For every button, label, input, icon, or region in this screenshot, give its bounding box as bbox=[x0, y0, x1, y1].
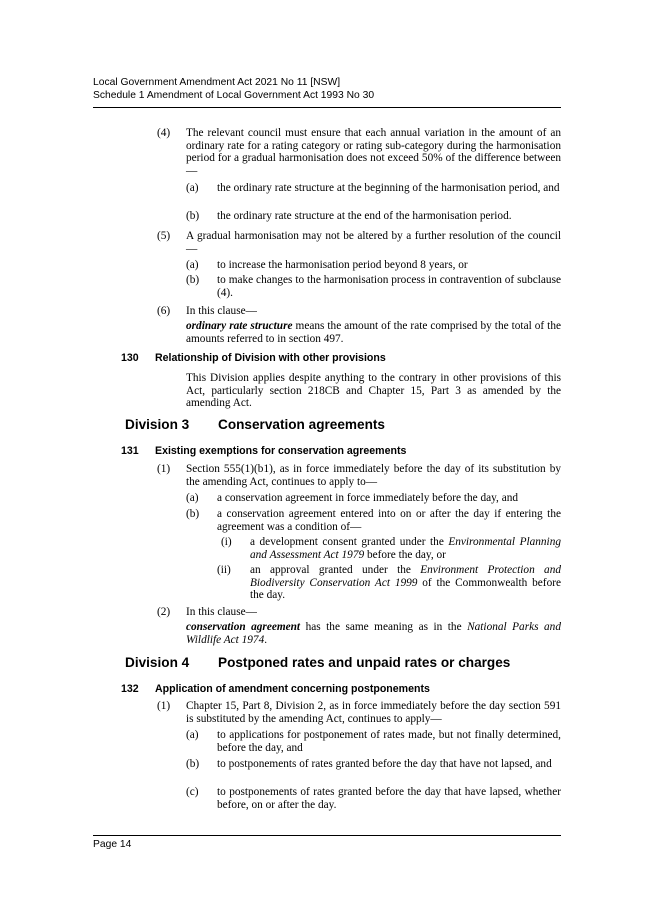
paragraph-number: (a) bbox=[186, 182, 199, 194]
definition bbox=[186, 320, 561, 345]
subclause-number: (6) bbox=[157, 305, 171, 317]
subclause-text: The relevant council must ensure that each annual variation in the amount of an ordinary rate for a rating category or rating sub-category during the harmonisation period for a gradual harmonisation does not exceed 50% of the difference between— bbox=[186, 127, 561, 177]
subclause-text: A gradual harmonisation may not be altered by a further resolution of the council— bbox=[186, 230, 561, 255]
header-act-title: Local Government Amendment Act 2021 No 11 [NSW] bbox=[93, 77, 341, 88]
division-number: Division 3 bbox=[125, 417, 190, 432]
paragraph-text: a conservation agreement in force immediately before the day, and bbox=[217, 492, 519, 504]
paragraph-number: (b) bbox=[186, 758, 200, 770]
subclause-number: (5) bbox=[157, 230, 171, 242]
section-number: 130 bbox=[121, 352, 139, 364]
paragraph-number: (b) bbox=[186, 508, 200, 520]
paragraph-text: to applications for postponement of rates made, but not finally determined, before the day, and bbox=[217, 729, 561, 754]
subparagraph-number: (ii) bbox=[217, 564, 231, 576]
subparagraph-text: a development consent granted under the Environmental Planning and Assessment Act 1979 before the day, or bbox=[250, 536, 561, 561]
paragraph-text: to postponements of rates granted before the day that have not lapsed, and bbox=[217, 758, 552, 770]
definition: conservation agreement has the same meaning as in the National Parks and Wildlife Act 1974. bbox=[186, 621, 561, 646]
division-number: Division 4 bbox=[125, 655, 190, 670]
paragraph-text: to postponements of rates granted before the day that have lapsed, whether before, on or after the day. bbox=[217, 786, 561, 811]
header-schedule-title: Schedule 1 Amendment of Local Government Act 1993 No 30 bbox=[93, 90, 375, 101]
paragraph-number: (b) bbox=[186, 274, 200, 286]
section-number: 132 bbox=[121, 683, 139, 695]
page-number: Page 14 bbox=[93, 839, 132, 850]
defined-term: ordinary rate structure bbox=[186, 320, 293, 332]
subclause-number: (2) bbox=[157, 606, 171, 618]
subclause-text: Chapter 15, Part 8, Division 2, as in force immediately before the day section 591 is substituted by the amending Act, continues to apply— bbox=[186, 700, 561, 725]
subparagraph-number: (i) bbox=[221, 536, 232, 548]
paragraph-text: to make changes to the harmonisation process in contravention of subclause (4). bbox=[217, 274, 561, 299]
subclause-number: (1) bbox=[157, 700, 171, 712]
division-title: Postponed rates and unpaid rates or charges bbox=[218, 655, 511, 670]
footer-rule bbox=[93, 835, 561, 836]
definition-text: means the amount of the rate comprised by the total of the amounts referred to in section 497. bbox=[186, 320, 561, 345]
paragraph-number: (a) bbox=[186, 259, 199, 271]
paragraph-text: the ordinary rate structure at the end of the harmonisation period. bbox=[217, 210, 512, 222]
subparagraph-text: an approval granted under the Environment Protection and Biodiversity Conservation Act 1999 of the Commonwealth before the day. bbox=[250, 564, 561, 601]
act-name: Environment Protection and Biodiversity Conservation Act 1999 bbox=[250, 564, 561, 589]
paragraph-text: a conservation agreement entered into on or after the day if entering the agreement was a condition of— bbox=[217, 508, 561, 533]
section-text: This Division applies despite anything to the contrary in other provisions of this Act, particularly section 218CB and Chapter 15, Part 3 as amended by the amending Act. bbox=[186, 372, 561, 409]
paragraph-number: (a) bbox=[186, 729, 199, 741]
paragraph-text: to increase the harmonisation period beyond 8 years, or bbox=[217, 259, 468, 271]
subclause-text: In this clause— bbox=[186, 606, 257, 618]
act-name: Environmental Planning and Assessment Act 1979 bbox=[250, 536, 561, 561]
paragraph-number: (a) bbox=[186, 492, 199, 504]
section-title: Existing exemptions for conservation agreements bbox=[155, 445, 407, 457]
subclause-text: In this clause— bbox=[186, 305, 257, 317]
subclause-number: (4) bbox=[157, 127, 171, 139]
section-number: 131 bbox=[121, 445, 139, 457]
running-header bbox=[93, 76, 561, 102]
division-title: Conservation agreements bbox=[218, 417, 385, 432]
header-rule bbox=[93, 107, 561, 108]
subclause-number: (1) bbox=[157, 463, 171, 475]
paragraph-number: (b) bbox=[186, 210, 200, 222]
act-name: National Parks and Wildlife Act 1974 bbox=[186, 621, 561, 646]
paragraph-number: (c) bbox=[186, 786, 199, 798]
paragraph-text: the ordinary rate structure at the beginning of the harmonisation period, and bbox=[217, 182, 560, 194]
subclause-text: Section 555(1)(b1), as in force immediately before the day of its substitution by the amending Act, continues to apply to— bbox=[186, 463, 561, 488]
section-title: Relationship of Division with other provisions bbox=[155, 352, 386, 364]
defined-term: conservation agreement bbox=[186, 621, 301, 633]
section-title: Application of amendment concerning postponements bbox=[155, 683, 430, 695]
